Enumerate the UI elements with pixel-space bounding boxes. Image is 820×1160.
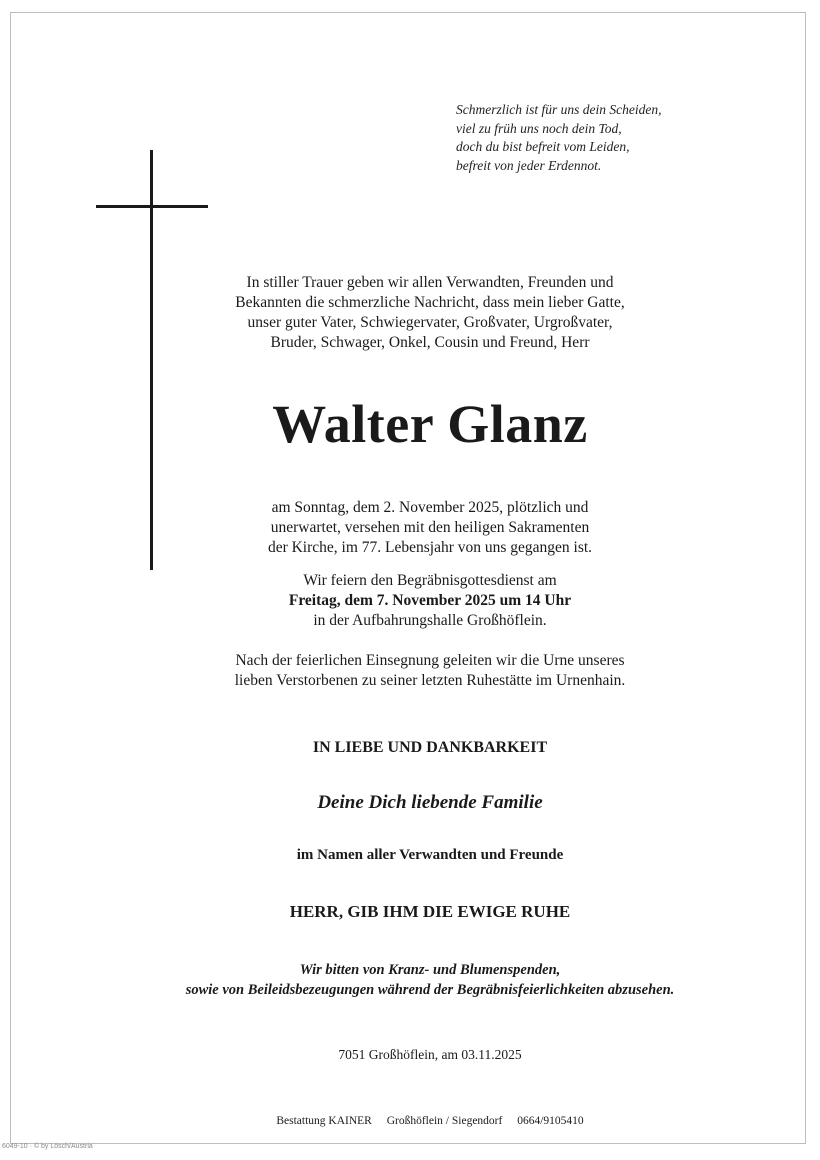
family-signature: Deine Dich liebende Familie [317, 792, 543, 813]
prayer-line: HERR, GIB IHM DIE EWIGE RUHE [289, 902, 571, 921]
poem-line: befreit von jeder Erdennot. [456, 157, 602, 173]
print-code: 6049-10 · © by Lösch/Austria [2, 1143, 93, 1150]
funeral-home-name: Bestattung KAINER [276, 1115, 372, 1127]
urn-notice [170, 651, 690, 691]
relatives-line: im Namen aller Verwandten und Freunde [296, 847, 564, 863]
death-notice-line: unerwartet, versehen mit den heiligen Sakramenten [270, 519, 590, 536]
memorial-poem [456, 101, 786, 175]
intro-line: unser guter Vater, Schwiegervater, Großvater, Urgroßvater, [247, 314, 613, 331]
footer [230, 1113, 630, 1129]
funeral-info [170, 571, 690, 631]
funeral-home-phone: 0664/9105410 [517, 1115, 584, 1127]
request-line: Wir bitten von Kranz- und Blumenspenden, [299, 962, 561, 978]
urn-notice-line: lieben Verstorbenen zu seiner letzten Ruhestätte im Urnenhain. [234, 672, 626, 689]
poem-line: Schmerzlich ist für uns dein Scheiden, [456, 102, 662, 117]
death-notice-line: der Kirche, im 77. Lebensjahr von uns gegangen ist. [267, 539, 593, 556]
cross-vertical-bar [150, 150, 153, 570]
intro-line: Bruder, Schwager, Onkel, Cousin und Freund, Herr [270, 334, 590, 351]
urn-notice-line: Nach der feierlichen Einsegnung geleiten wir die Urne unseres [235, 652, 625, 669]
request-line: sowie von Beileidsbezeugungen während der Begräbnisfeierlichkeiten abzusehen. [185, 982, 675, 998]
death-notice [170, 498, 690, 558]
funeral-location: in der Aufbahrungshalle Großhöflein. [313, 612, 547, 629]
deceased-name: Walter Glanz [272, 394, 588, 454]
intro-text [170, 273, 690, 353]
place-and-date: 7051 Großhöflein, am 03.11.2025 [338, 1047, 522, 1062]
funeral-home-locations: Großhöflein / Siegendorf [386, 1115, 503, 1127]
funeral-intro: Wir feiern den Begräbnisgottesdienst am [303, 572, 557, 589]
donation-request [80, 960, 780, 1000]
gratitude-heading: IN LIEBE UND DANKBARKEIT [312, 739, 548, 756]
death-notice-line: am Sonntag, dem 2. November 2025, plötzlich und [271, 499, 589, 516]
funeral-date-time: Freitag, dem 7. November 2025 um 14 Uhr [288, 592, 572, 609]
poem-line: viel zu früh uns noch dein Tod, [456, 120, 622, 136]
poem-line: doch du bist befreit vom Leiden, [456, 139, 630, 154]
cross-horizontal-bar [96, 205, 208, 208]
intro-line: In stiller Trauer geben wir allen Verwandten, Freunden und [246, 274, 614, 291]
intro-line: Bekannten die schmerzliche Nachricht, dass mein lieber Gatte, [235, 294, 625, 311]
